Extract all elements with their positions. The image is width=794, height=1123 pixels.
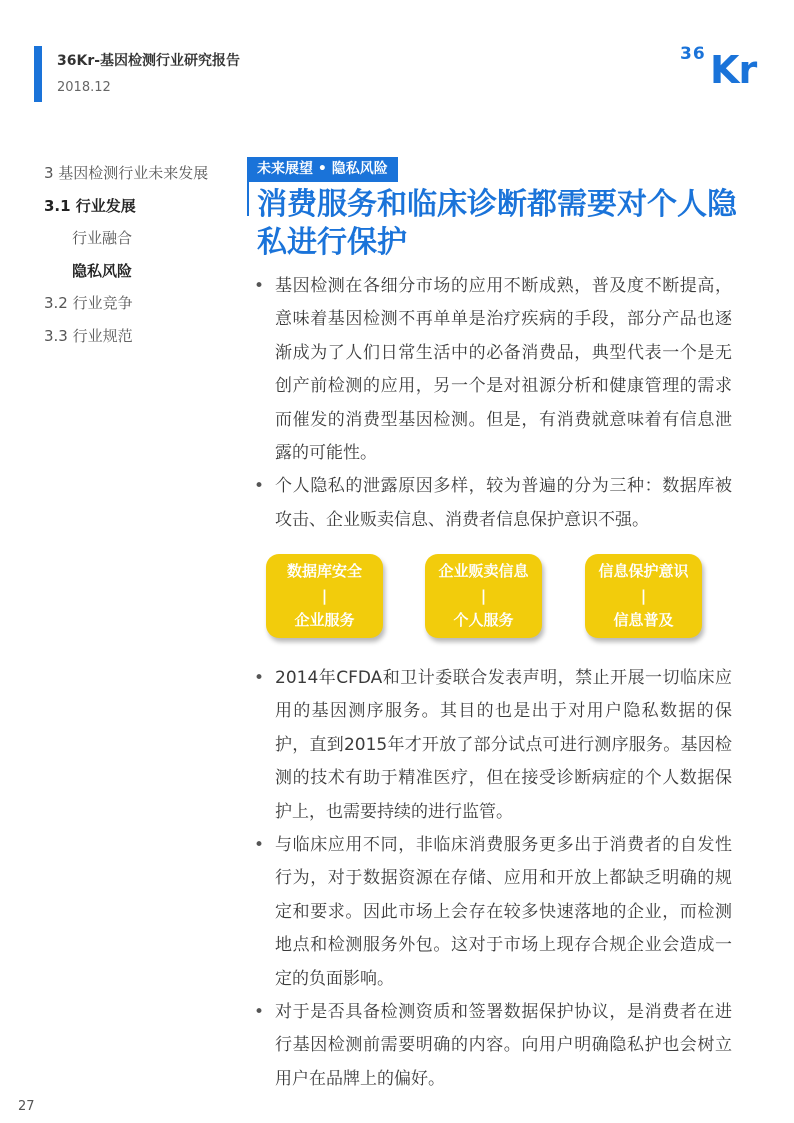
title-accent-rule <box>247 182 249 216</box>
cause-card-data-selling <box>425 554 542 638</box>
bullet-text: 2014年CFDA和卫计委联合发表声明，禁止开展一切临床应用的基因测序服务。其目的也是出于对用户隐私数据的保护，直到2015年才开放了部分试点可进行测序服务。基因检测的技术有助于精准医疗，但在接受诊断病症的个人数据保护上，也需要持续的进行监管。 <box>275 668 732 822</box>
toc-item-privacy-risk[interactable]: 隐私风险 <box>72 261 133 280</box>
cause-card-separator: | <box>480 586 487 605</box>
cause-card-bottom-label: 信息普及 <box>613 611 674 629</box>
bullet-item <box>254 996 732 1096</box>
bullet-dot: • <box>254 276 265 296</box>
bullet-item <box>254 270 732 470</box>
toc-item-chapter-3[interactable]: 3 基因检测行业未来发展 <box>44 164 209 182</box>
report-title: 36Kr-基因检测行业研究报告 <box>57 53 241 69</box>
cause-card-bottom-label: 个人服务 <box>453 611 514 629</box>
header-accent-bar <box>34 46 42 102</box>
page-title: 消费服务和临床诊断都需要对个人隐私进行保护 <box>257 187 737 260</box>
cause-card-top-label: 企业贩卖信息 <box>438 562 529 580</box>
bullet-text: 基因检测在各细分市场的应用不断成熟，普及度不断提高，意味着基因检测不再单单是治疗疾病的手段，部分产品也逐渐成为了人们日常生活中的必备消费品，典型代表一个是无创产前检测的应用，另一个是对祖源分析和健康管理的需求而催发的消费型基因检测。但是，有消费就意味着有信息泄露的可能性。 <box>275 276 732 464</box>
bullet-text: 与临床应用不同，非临床消费服务更多出于消费者的自发性行为，对于数据资源在存储、应用和开放上都缺乏明确的规定和要求。因此市场上会存在较多快速落地的企业，而检测地点和检测服务外包。这对于市场上现存合规企业会造成一定的负面影响。 <box>275 835 732 989</box>
bullet-item <box>254 470 732 537</box>
bullet-item <box>254 662 732 829</box>
toc-item-3-3[interactable]: 3.3 行业规范 <box>44 326 133 345</box>
bullet-text: 个人隐私的泄露原因多样，较为普遍的分为三种：数据库被攻击、企业贩卖信息、消费者信息保护意识不强。 <box>275 476 732 530</box>
bullet-dot: • <box>254 1002 265 1023</box>
cause-card-protection-awareness <box>585 554 702 638</box>
bullet-text: 对于是否具备检测资质和签署数据保护协议，是消费者在进行基因检测前需要明确的内容。向用户明确隐私护也会树立用户在品牌上的偏好。 <box>275 1002 732 1089</box>
cause-card-bottom-label: 企业服务 <box>294 611 355 629</box>
bullet-dot: • <box>254 668 265 688</box>
toc-item-industry-fusion[interactable]: 行业融合 <box>72 229 133 247</box>
bullet-item <box>254 829 732 996</box>
36kr-logo <box>680 44 762 94</box>
page-number: 27 <box>18 1099 35 1114</box>
cause-card-separator: | <box>321 586 328 605</box>
report-date: 2018.12 <box>57 80 111 95</box>
bullet-list-bottom <box>254 662 732 1096</box>
section-tag: 未来展望 • 隐私风险 <box>247 157 398 182</box>
bullet-dot: • <box>254 476 265 497</box>
cause-card-separator: | <box>640 586 647 605</box>
cause-card-top-label: 信息保护意识 <box>598 562 689 580</box>
logo-letters: Kr <box>710 48 757 92</box>
toc-item-3-1[interactable]: 3.1 行业发展 <box>44 196 136 215</box>
bullet-dot: • <box>254 835 265 856</box>
bullet-list-top <box>254 270 732 537</box>
logo-number: 36 <box>680 44 706 64</box>
toc-item-3-2[interactable]: 3.2 行业竞争 <box>44 294 133 312</box>
cause-card-database-security <box>266 554 383 638</box>
cause-card-top-label: 数据库安全 <box>286 562 362 580</box>
table-of-contents <box>44 162 234 357</box>
